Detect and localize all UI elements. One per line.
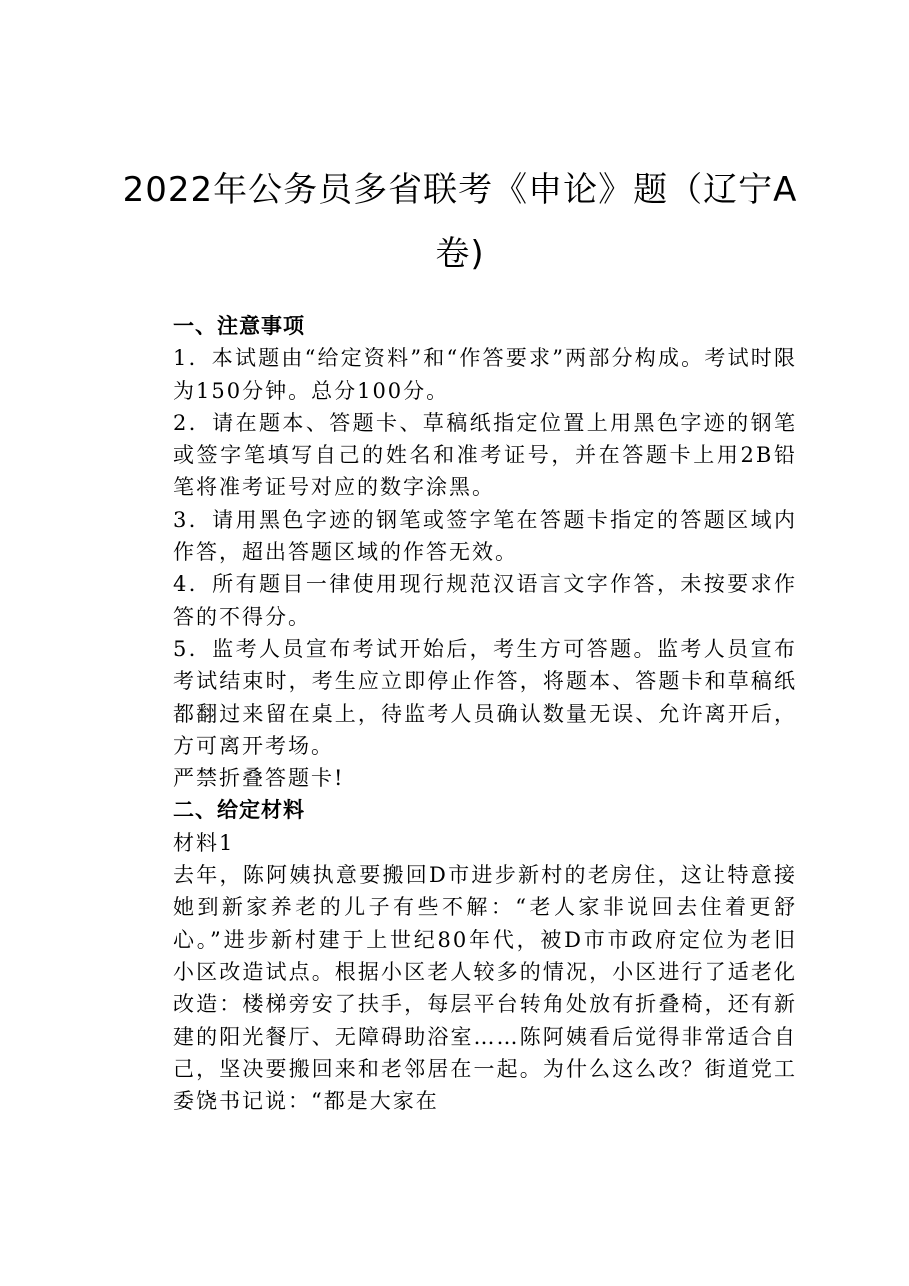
note-item-4: 4．所有题目一律使用现行规范汉语言文字作答，未按要求作答的不得分。 [173, 572, 797, 629]
document-title: 2022年公务员多省联考《申论》题（辽宁A卷) [122, 170, 798, 274]
document-body [173, 310, 797, 1117]
section-heading-materials: 二、给定材料 [173, 798, 305, 823]
note-item-1: 1．本试题由“给定资料”和“作答要求”两部分构成。考试时限为150分钟。总分100分。 [173, 346, 797, 403]
note-item-5: 5．监考人员宣布考试开始后，考生方可答题。监考人员宣布考试结束时，考生应立即停止作答，将题本、答题卡和草稿纸都翻过来留在桌上，待监考人员确认数量无误、允许离开后，方可离开考场。 [173, 636, 797, 758]
section-heading-notes: 一、注意事项 [173, 314, 305, 338]
note-item-3: 3．请用黑色字迹的钢笔或签字笔在答题卡指定的答题区域内作答，超出答题区域的作答无效。 [173, 507, 797, 565]
material-label: 材料1 [173, 830, 235, 855]
warning-text: 严禁折叠答题卡! [173, 766, 345, 791]
material-paragraph: 去年，陈阿姨执意要搬回D市进步新村的老房住，这让特意接她到新家养老的儿子有些不解：“老人家非说回去住着更舒心。”进步新村建于上世纪80年代，被D市市政府定位为老旧小区改造试点。根据小区老人较多的情况，小区进行了适老化改造：楼梯旁安了扶手，每层平台转角处放有折叠椅，还有新建的阳光餐厅、无障碍助浴室……陈阿姨看后觉得非常适合自己，坚决要搬回来和老邻居在一起。为什么这么改？街道党工委饶书记说：“都是大家在 [173, 863, 797, 1114]
note-item-2: 2．请在题本、答题卡、草稿纸指定位置上用黑色字迹的钢笔或签字笔填写自己的姓名和准考证号，并在答题卡上用2B铅笔将准考证号对应的数字涂黑。 [173, 410, 797, 500]
